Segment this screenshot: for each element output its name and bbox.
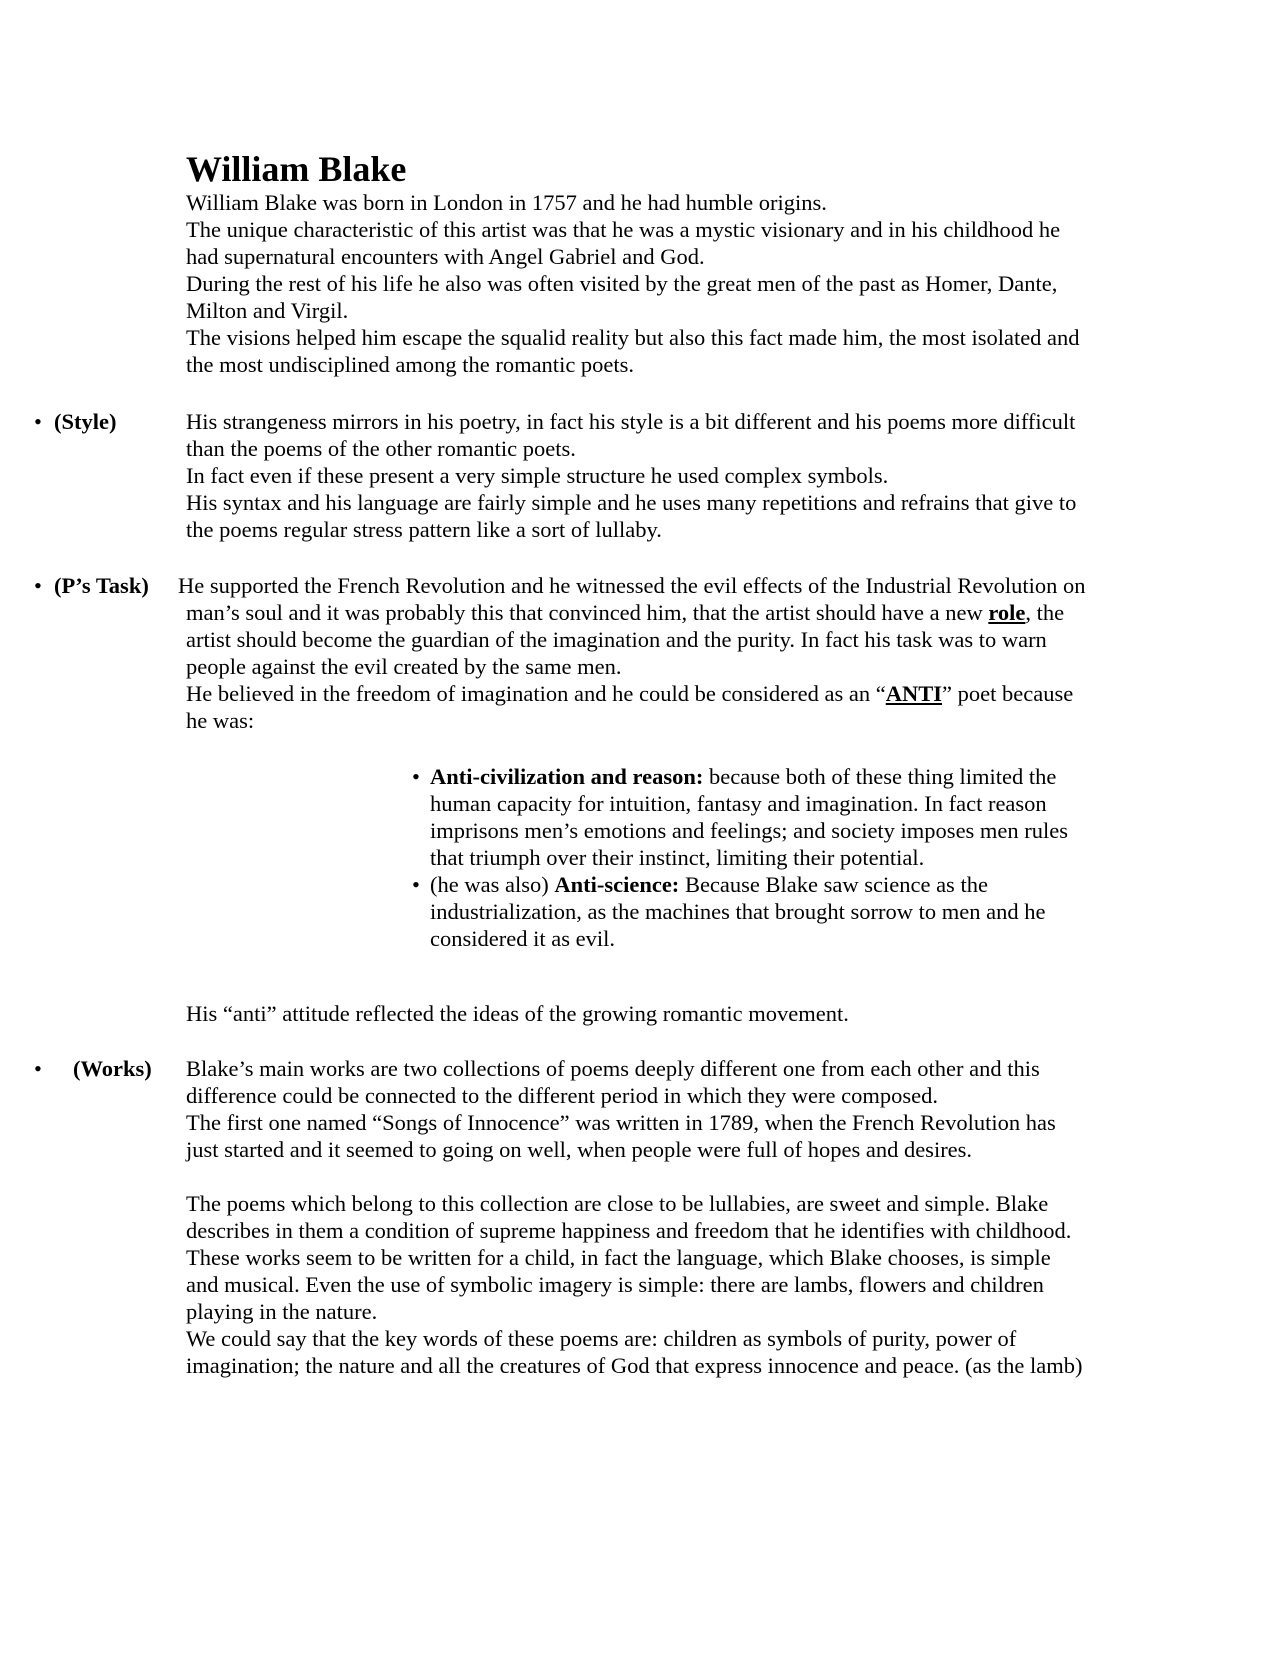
task-text: ” poet because he was: <box>186 681 1074 733</box>
task-section <box>178 572 1086 734</box>
works-paragraph: The poems which belong to this collection are close to be lullabies, are sweet and simple. Blake describes in them a condition of supreme happiness and freedom that he identifies with childhood. These works seem to be written for a child, in fact the language, which Blake chooses, is simple and musical. Even the use of symbolic imagery is simple: there are lambs, flowers and children playing in the nature. <box>186 1191 1072 1324</box>
works-section <box>186 1055 1086 1379</box>
task-text: He supported the French Revolution and he witnessed the evil effects of the Industrial Revolution on man’s soul and it was probably this that convinced him, that the artist should have a new <box>178 573 1086 625</box>
task-text: He believed in the freedom of imagination and he could be considered as an “ <box>186 681 886 706</box>
bullet-icon: • <box>412 872 420 897</box>
works-paragraph: We could say that the key words of these poems are: children as symbols of purity, power of imagination; the nature and all the creatures of God that express innocence and peace. (as the lamb) <box>186 1326 1083 1378</box>
anti-emphasis: ANTI <box>885 681 943 706</box>
works-paragraph: The first one named “Songs of Innocence” was written in 1789, when the French Revolution has just started and it seemed to going on well, when people were full of hopes and desires. <box>186 1110 1056 1162</box>
intro-paragraph: During the rest of his life he also was often visited by the great men of the past as Homer, Dante, Milton and Virgil. <box>186 271 1058 323</box>
style-label: (Style) <box>54 409 117 434</box>
works-paragraph: Blake’s main works are two collections of poems deeply different one from each other and this difference could be connected to the different period in which they were composed. <box>186 1056 1040 1108</box>
blank-line <box>186 1163 1086 1190</box>
style-paragraph: In fact even if these present a very simple structure he used complex symbols. <box>186 463 889 488</box>
intro-paragraph: William Blake was born in London in 1757 and he had humble origins. <box>186 190 827 215</box>
role-emphasis: role <box>988 600 1026 625</box>
list-item-heading: Anti-civilization and reason: <box>430 764 704 789</box>
list-item <box>412 871 1090 952</box>
intro-section <box>186 189 1086 378</box>
task-paragraph <box>178 572 1086 680</box>
task-paragraph <box>186 680 1086 734</box>
list-item-prefix: (he was also) <box>430 872 555 897</box>
style-paragraph: His strangeness mirrors in his poetry, in fact his style is a bit different and his poems more difficult than the poems of the other romantic poets. <box>186 409 1076 461</box>
intro-paragraph: The unique characteristic of this artist was that he was a mystic visionary and in his childhood he had supernatural encounters with Angel Gabriel and God. <box>186 217 1061 269</box>
list-item-heading: Anti-science: <box>554 872 680 897</box>
page-title: William Blake <box>186 149 407 189</box>
bullet-icon: • <box>34 1056 42 1081</box>
task-text: , the artist should become the guardian of the imagination and the purity. In fact his task was to warn people against the evil created by the same men. <box>186 600 1065 679</box>
style-section <box>186 408 1086 543</box>
anti-list <box>412 763 1090 952</box>
bullet-icon: • <box>412 764 420 789</box>
list-item-text: Because Blake saw science as the industrialization, as the machines that brought sorrow to men and he considered it as evil. <box>430 872 1046 951</box>
bullet-icon: • <box>34 409 42 434</box>
works-label: (Works) <box>73 1056 152 1081</box>
bullet-icon: • <box>34 573 42 598</box>
list-item <box>412 763 1090 871</box>
style-paragraph: His syntax and his language are fairly simple and he uses many repetitions and refrains that give to the poems regular stress pattern like a sort of lullaby. <box>186 490 1077 542</box>
task-label: (P’s Task) <box>54 573 149 598</box>
intro-paragraph: The visions helped him escape the squalid reality but also this fact made him, the most isolated and the most undisciplined among the romantic poets. <box>186 325 1080 377</box>
anti-conclusion: His “anti” attitude reflected the ideas of the growing romantic movement. <box>186 1001 849 1026</box>
list-item-text: because both of these thing limited the human capacity for intuition, fantasy and imagination. In fact reason imprisons men’s emotions and feelings; and society imposes men rules that triumph over their instinct, limiting their potential. <box>430 764 1069 870</box>
